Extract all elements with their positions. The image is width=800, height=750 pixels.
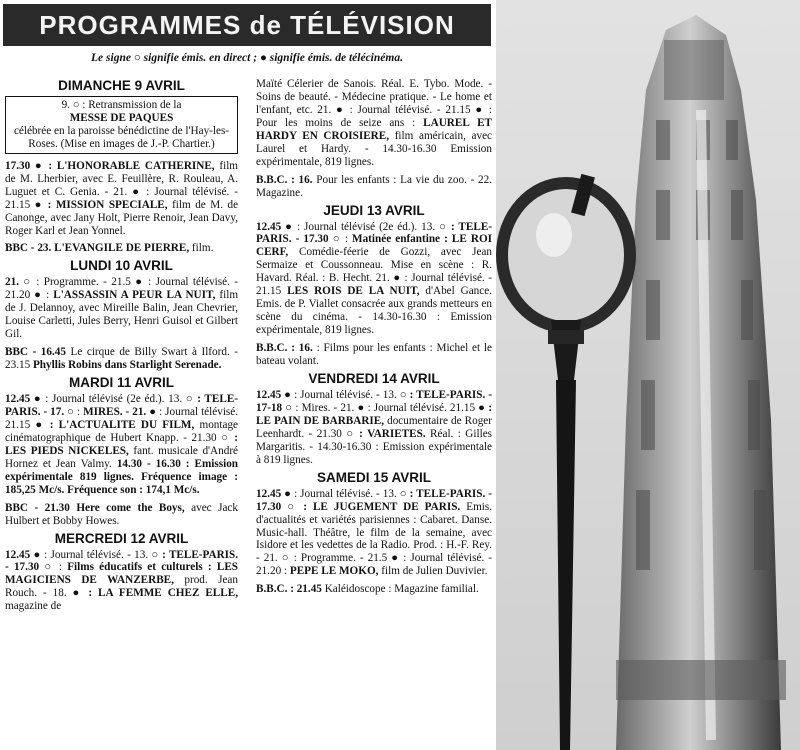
legend-text-1: Le signe bbox=[91, 52, 131, 64]
program-entry: 12.45 ● : Journal télévisé. - 13. ○ : TELE-PARIS. - 17-18 ○ : Mires. - 21. ● : Journal télévisé. 21.15 ● : LE PAIN DE BARBARIE, documentaire de Roger Leenhardt. - 21.30 ○ : VARIETES. Réal. : Gilles Margaritis. - 14.30-16.30 : Emission expérimentale à 819 lignes. bbox=[256, 388, 493, 466]
tower-illustration bbox=[496, 0, 800, 750]
program-entry: B.B.C. : 16. : Films pour les enfants : Michel et le bateau volant. bbox=[256, 342, 492, 368]
day-heading-thursday: JEUDI 13 AVRIL bbox=[323, 202, 425, 218]
direct-symbol-icon: ○ bbox=[23, 276, 32, 289]
telecinema-symbol-icon: ● bbox=[132, 185, 142, 198]
program-entry: Maïté Célerier de Sanois. Réal. E. Tybo. Mode. - Soins de beauté. - Médecine pratique. - Le home et l'enfant, etc. 21. ● : Journal télévisé. - 21.15 ● : Pour les moins de seize ans : LAUREL ET HARDY EN CROISIERE, film américain, avec Laurel et Hardy. - 14.30-16.30 Emission expérimentale, 819 lignes. bbox=[256, 78, 493, 168]
direct-symbol-icon: ○ bbox=[185, 393, 194, 406]
telecinema-symbol-icon: ● bbox=[34, 289, 43, 302]
direct-symbol-icon: ○ bbox=[285, 401, 293, 414]
direct-symbol-icon: ○ bbox=[221, 431, 230, 444]
telecinema-symbol-icon: ● bbox=[149, 405, 157, 418]
page-banner bbox=[3, 4, 491, 46]
telecinema-symbol-icon: ● bbox=[34, 198, 44, 211]
direct-symbol-icon: ○ bbox=[439, 220, 447, 233]
legend-text-2: signifie émis. en direct ; bbox=[143, 52, 258, 64]
telecinema-symbol-icon: ● bbox=[35, 418, 45, 431]
telecinema-symbol-icon: ● bbox=[284, 487, 292, 500]
tower-photo bbox=[496, 0, 800, 750]
day-heading-saturday: SAMEDI 15 AVRIL bbox=[316, 469, 432, 485]
telecinema-symbol-icon: ● bbox=[475, 103, 485, 116]
program-entry: 12.45 ● : Journal télévisé. - 13. ○ : TELE-PARIS. - 17.30 ○ : LE JUGEMENT DE PARIS. Emis. d'actualités et variétés parisiennes : Cabaret. Danse. Music-hall. Théâtre, le film de la semaine, avec Isidore et les vedettes de la Radio. Prod. : H.-F. Rey. - 21. ○ : Programme. - 21.5 ● : Journal télévisé. - 21.20 : PEPE LE MOKO, film de Julien Duvivier. bbox=[256, 487, 493, 578]
telecinema-symbol-icon: ● bbox=[357, 401, 365, 414]
program-entry: 12.45 ● : Journal télévisé (2e éd.). 13. ○ : TELE-PARIS. - 17.30 ○ : Matinée enfantine : LE ROI CERF, Comédie-féerie de Gozzi, avec Jean Sermaize et Coussonneau. Mise en scène : R. Havard. Réal. : B. Hecht. 21. ● : Journal télévisé. - 21.15 LES ROIS DE LA NUIT, d'Abel Gance. Emis. de P. Viallet consacrée aux grands metteurs en scène du cinéma. - 14.30-16.30 : Emission expérimentale, 819 lignes. bbox=[256, 220, 493, 337]
day-heading-tuesday: MARDI 11 AVRIL bbox=[68, 375, 174, 391]
program-entry: 21. ○ : Programme. - 21.5 ● : Journal télévisé. - 21.20 ● : L'ASSASSIN A PEUR LA NUIT, film de J. Delannoy, avec Mireille Balin, Jean Chevrier, Louise Carletti, Jules Berry, Henri Guisol et Gilbert Gil. bbox=[5, 276, 239, 341]
direct-symbol-icon: ○ bbox=[287, 500, 298, 513]
symbol-legend bbox=[3, 52, 491, 64]
direct-symbol-icon: ○ bbox=[399, 388, 407, 401]
program-entry: B.B.C. : 21.45 Kaléidoscope : Magazine familial. bbox=[256, 583, 479, 596]
telecinema-symbol-icon: ● bbox=[33, 393, 42, 406]
program-entry: BBC - 16.45 Le cirque de Billy Swart à Ilford. - 23.15 Phyllis Robins dans Starlight Serenade. bbox=[5, 346, 238, 372]
day-heading-monday: LUNDI 10 AVRIL bbox=[70, 258, 173, 274]
telecinema-symbol-icon: ● bbox=[391, 552, 400, 565]
direct-symbol-icon: ○ bbox=[399, 487, 407, 500]
telecinema-symbol-icon: ● bbox=[33, 548, 41, 561]
direct-symbol-icon: ○ bbox=[332, 233, 341, 246]
telecinema-symbol-icon: ● bbox=[72, 587, 83, 600]
left-column bbox=[5, 78, 238, 618]
telecinema-symbol-icon: ● bbox=[285, 220, 294, 233]
direct-symbol-icon: ○ bbox=[281, 552, 290, 565]
telecinema-symbol-icon: ● bbox=[34, 159, 44, 172]
telecinema-symbol-icon: ● bbox=[259, 52, 267, 64]
day-heading-sunday: DIMANCHE 9 AVRIL bbox=[58, 78, 185, 93]
direct-symbol-icon: ○ bbox=[151, 548, 159, 561]
direct-symbol-icon: ○ bbox=[72, 98, 80, 111]
day-heading-wednesday: MERCREDI 12 AVRIL bbox=[54, 530, 189, 546]
program-title: MESSE DE PAQUES bbox=[69, 111, 174, 124]
easter-mass-box: 9. ○ : Retransmission de la MESSE DE PAQUES célébrée en la paroisse bénédictine de l'Hay-les-Roses. (Mise en images de J.-P. Chartier.) bbox=[5, 96, 238, 154]
legend-text-3: signifie émis. de télécinéma. bbox=[269, 52, 403, 64]
program-entry: 12.45 ● : Journal télévisé. - 13. ○ : TELE-PARIS. - 17.30 ○ : Films éducatifs et culturels : LES MAGICIENS DE WANZERBE, prod. Jean Rouch. - 18. ● : LA FEMME CHEZ ELLE, magazine de bbox=[5, 548, 239, 613]
telecinema-symbol-icon: ● bbox=[478, 401, 486, 414]
program-entry: 17.30 ● : L'HONORABLE CATHERINE, film de M. Lherbier, avec E. Feuillère, R. Rouleau, A. Luguet et C. Genia. - 21. ● : Journal télévisé. - 21.15 ● : MISSION SPECIALE, film de M. de Canonge, avec Jany Holt, Pierre Renoir, Jean Davy, Roger Karl et Jean Yonnel. bbox=[5, 159, 239, 237]
direct-symbol-icon: ○ bbox=[133, 52, 141, 64]
program-entry: BBC - 23. L'EVANGILE DE PIERRE, film. bbox=[5, 242, 214, 255]
program-entry: B.B.C. : 16. Pour les enfants : La vie du zoo. - 22. Magazine. bbox=[256, 173, 493, 199]
program-entry: 12.45 ● : Journal télévisé (2e éd.). 13. ○ : TELE-PARIS. - 17. ○ : MIRES. - 21. ● : Journal télévisé. 21.15 ● : L'ACTUALITE DU FILM, montage cinématographique de Hubert Knapp. - 21.30 ○ : LES PIEDS NICKELES, fant. musicale d'André Hornez et Jean Valmy. 14.30 - 16.30 : Emission expérimentale 819 lignes. Fréquence image : 185,25 Mc/s. Fréquence son : 174,1 Mc/s. bbox=[5, 393, 239, 496]
program-entry: BBC - 21.30 Here come the Boys, avec Jack Hulbert et Bobby Howes. bbox=[5, 501, 238, 527]
right-column bbox=[256, 78, 492, 601]
direct-symbol-icon: ○ bbox=[346, 427, 355, 440]
telecinema-symbol-icon: ● bbox=[336, 103, 345, 116]
day-heading-friday: VENDREDI 14 AVRIL bbox=[308, 371, 440, 387]
telecinema-symbol-icon: ● bbox=[135, 276, 144, 289]
direct-symbol-icon: ○ bbox=[44, 561, 54, 574]
telecinema-symbol-icon: ● bbox=[393, 272, 401, 285]
telecinema-symbol-icon: ● bbox=[284, 388, 292, 401]
direct-symbol-icon: ○ bbox=[67, 405, 75, 418]
banner-title: PROGRAMMES de TÉLÉVISION bbox=[39, 10, 455, 40]
